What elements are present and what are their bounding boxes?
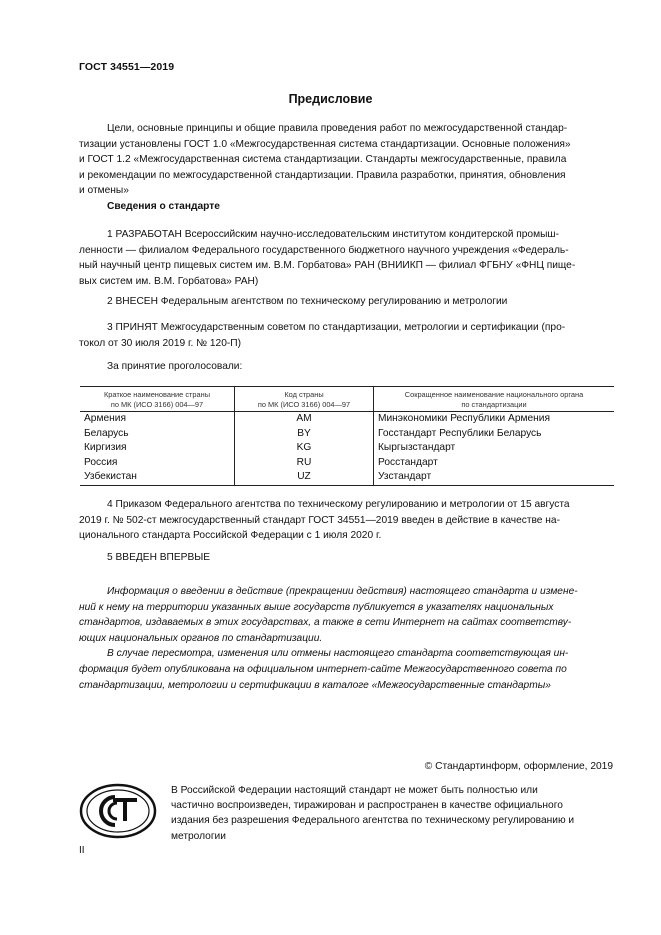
body-cell: Госстандарт Республики Беларусь xyxy=(374,427,615,442)
body-cell: Росстандарт xyxy=(374,456,615,471)
italic-line: ний к нему на территории указанных выше государств публикуется в указателях национальных xyxy=(79,601,554,613)
country-cell: Беларусь xyxy=(84,427,129,439)
vote-intro: За принятие проголосовали: xyxy=(107,361,243,372)
table-row xyxy=(80,441,614,456)
table-header-row xyxy=(80,387,614,412)
code-cell: AM xyxy=(235,412,374,427)
country-cell: Россия xyxy=(84,456,118,468)
body-cell: Узстандарт xyxy=(374,470,615,485)
notice-line: метрологии xyxy=(171,830,226,842)
column-header-country: Краткое наименование страны по МК (ИСО 3166) 004—97 xyxy=(80,387,235,412)
item-3-paragraph xyxy=(79,320,614,351)
notice-line: издания без разрешения Федерального агентства по техническому регулированию и xyxy=(171,815,575,827)
intro-line: и отмены» xyxy=(79,185,129,197)
info-heading: Сведения о стандарте xyxy=(107,201,220,212)
italic-line: В случае пересмотра, изменения или отмены настоящего стандарта соответствующая ин- xyxy=(107,648,569,660)
italic-line: ющих национальных органов по стандартизации. xyxy=(79,632,323,644)
item-1-line: вых систем им. В.М. Горбатова» РАН) xyxy=(79,275,259,287)
intro-line: тизации установлены ГОСТ 1.0 «Межгосударственная система стандартизации. Основные положения» xyxy=(79,138,571,150)
country-cell: Узбекистан xyxy=(80,470,235,485)
item-3-line: токол от 30 июля 2019 г. № 120-П) xyxy=(79,337,241,349)
country-cell: Киргизия xyxy=(84,442,127,453)
column-header-body: Сокращенное наименование национального органа по стандартизации xyxy=(374,387,615,412)
notice-line: частично воспроизведен, тиражирован и распространен в качестве официального xyxy=(171,800,563,812)
item-5-line: 5 ВВЕДЕН ВПЕРВЫЕ xyxy=(107,552,211,563)
item-4-line: ционального стандарта Российской Федерации с 1 июля 2020 г. xyxy=(79,530,382,542)
notice-line: В Российской Федерации настоящий стандарт не может быть полностью или xyxy=(171,785,538,796)
document-code: ГОСТ 34551—2019 xyxy=(79,61,175,73)
italic-line: Информация о введении в действие (прекращении действия) настоящего стандарта и измене- xyxy=(107,586,578,597)
intro-line: и ГОСТ 1.2 «Межгосударственная система стандартизации. Стандарты межгосударственные, правила xyxy=(79,154,567,166)
info-notice-italic xyxy=(79,584,614,693)
item-1-line: ленности — филиалом Федерального государственного бюджетного научного учреждения «Федераль- xyxy=(79,244,569,256)
item-1-paragraph xyxy=(79,227,614,289)
column-header-code: Код страны по МК (ИСО 3166) 004—97 xyxy=(235,387,374,412)
copyright-restriction xyxy=(171,783,614,844)
table-row xyxy=(80,412,614,427)
code-cell: BY xyxy=(235,427,374,442)
table-row xyxy=(80,470,614,485)
item-1-line: 1 РАЗРАБОТАН Всероссийским научно-исследовательским институтом кондитерской промыш- xyxy=(107,229,559,240)
item-2-paragraph xyxy=(79,294,614,310)
item-2-line: 2 ВНЕСЕН Федеральным агентством по техническому регулированию и метрологии xyxy=(107,296,508,307)
italic-line: стандартизации, метрологии и сертификации в каталоге «Межгосударственные стандарты» xyxy=(79,679,551,691)
item-3-line: 3 ПРИНЯТ Межгосударственным советом по стандартизации, метрологии и сертификации (про- xyxy=(107,322,566,333)
body-cell: Минэкономики Республики Армения xyxy=(374,412,615,427)
item-5-paragraph xyxy=(79,550,614,566)
item-1-line: ный научный центр пищевых систем им. В.М. Горбатова» РАН (ВНИИКП — филиал ФГБНУ «ФНЦ пище- xyxy=(79,260,576,272)
copyright-notice: © Стандартинформ, оформление, 2019 xyxy=(424,761,613,772)
item-4-paragraph xyxy=(79,497,614,544)
italic-line: стандартов, издаваемых в этих государствах, а также в сети Интернет на сайтах соответству- xyxy=(79,617,572,629)
item-4-line: 2019 г. № 502-ст межгосударственный стандарт ГОСТ 34551—2019 введен в действие в качестве на- xyxy=(79,514,560,526)
intro-line: Цели, основные принципы и общие правила проведения работ по межгосударственной стандар- xyxy=(107,123,568,134)
body-cell: Кыргызстандарт xyxy=(374,441,615,456)
table-row xyxy=(80,456,614,471)
page-title: Предисловие xyxy=(288,92,373,106)
code-cell: RU xyxy=(235,456,374,471)
country-cell: Армения xyxy=(84,413,126,424)
code-cell: UZ xyxy=(235,470,374,485)
voting-table xyxy=(80,386,614,486)
intro-paragraph xyxy=(79,121,614,199)
intro-line: и рекомендации по межгосударственной стандартизации. Правила разработки, принятия, обновления xyxy=(79,169,566,181)
code-cell: KG xyxy=(235,441,374,456)
gost-r-logo-icon xyxy=(79,783,157,839)
item-4-line: 4 Приказом Федерального агентства по техническому регулированию и метрологии от 15 августа xyxy=(107,499,570,510)
italic-line: формация будет опубликована на официальном интернет-сайте Межгосударственного совета по xyxy=(79,663,567,675)
table-row xyxy=(80,427,614,442)
page-number: II xyxy=(79,845,85,856)
